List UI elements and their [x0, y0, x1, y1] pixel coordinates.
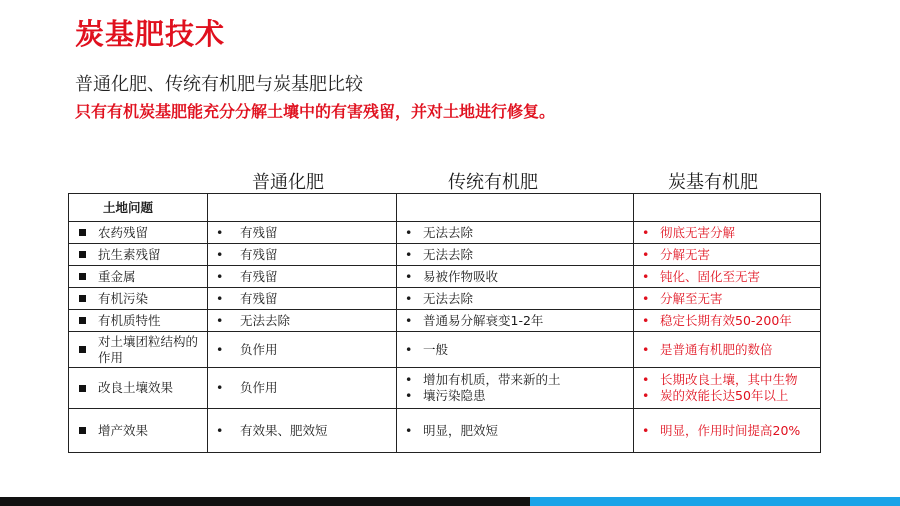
chem-value: 负作用 — [240, 380, 278, 395]
problem-label: 重金属 — [98, 268, 136, 284]
header-cell-problem — [69, 194, 208, 222]
trad-cell — [397, 222, 634, 244]
trad-value: 无法去除 — [423, 224, 474, 240]
problem-label: 农药残留 — [98, 224, 149, 240]
bullet-icon: • — [642, 246, 650, 262]
comparison-table — [68, 193, 821, 453]
trad-cell — [397, 266, 634, 288]
carbon-cell — [634, 368, 821, 409]
square-bullet-icon — [79, 295, 86, 302]
problem-cell — [69, 266, 208, 288]
square-bullet-icon — [79, 317, 86, 324]
problem-cell — [69, 310, 208, 332]
bullet-icon: • — [216, 422, 224, 438]
bullet-icon: • — [405, 372, 413, 387]
chem-value: 无法去除 — [240, 312, 291, 328]
chem-cell — [208, 266, 397, 288]
table-row — [69, 310, 821, 332]
square-bullet-icon — [79, 427, 86, 434]
carbon-cell — [634, 409, 821, 453]
table-row — [69, 244, 821, 266]
bullet-icon: • — [216, 312, 224, 328]
table-row — [69, 332, 821, 368]
header-label: 土地问题 — [103, 199, 154, 215]
bullet-icon: • — [216, 224, 224, 240]
table-header-row — [69, 194, 821, 222]
bullet-icon: • — [405, 290, 413, 306]
carbon-cell — [634, 332, 821, 368]
carbon-value: 分解至无害 — [660, 290, 723, 306]
carbon-cell — [634, 288, 821, 310]
trad-cell — [397, 409, 634, 453]
bullet-icon: • — [216, 290, 224, 306]
chem-cell — [208, 288, 397, 310]
highlight-statement: 只有有机炭基肥能充分分解土壤中的有害残留，并对土地进行修复。 — [75, 102, 556, 121]
carbon-cell — [634, 266, 821, 288]
chem-cell — [208, 222, 397, 244]
trad-cell — [397, 368, 634, 409]
bullet-icon: • — [405, 246, 413, 262]
chem-value: 有残留 — [240, 224, 278, 240]
trad-value: 无法去除 — [423, 246, 474, 262]
table-row — [69, 266, 821, 288]
chem-cell — [208, 368, 397, 409]
chem-value: 有残留 — [240, 246, 278, 262]
bullet-icon: • — [642, 268, 650, 284]
chem-value: 有残留 — [240, 290, 278, 306]
problem-cell — [69, 368, 208, 409]
chem-value: 有残留 — [240, 268, 278, 284]
carbon-value: 炭的效能长达50年以上 — [660, 388, 789, 403]
chem-value: 负作用 — [240, 341, 278, 357]
column-header-chemical-fertilizer: 普通化肥 — [252, 172, 324, 193]
header-cell-empty — [634, 194, 821, 222]
problem-cell — [69, 222, 208, 244]
table-row — [69, 368, 821, 409]
bullet-icon: • — [642, 341, 650, 357]
square-bullet-icon — [79, 229, 86, 236]
trad-value: 壤污染隐患 — [423, 388, 486, 403]
problem-label: 有机污染 — [98, 290, 149, 306]
table-row — [69, 222, 821, 244]
chem-cell — [208, 409, 397, 453]
bullet-icon: • — [642, 290, 650, 306]
footer-bar-black — [0, 497, 530, 506]
header-cell-empty — [208, 194, 397, 222]
square-bullet-icon — [79, 385, 86, 392]
problem-cell — [69, 409, 208, 453]
bullet-icon: • — [405, 268, 413, 284]
trad-value: 普通易分解衰变1-2年 — [423, 312, 544, 328]
bullet-icon: • — [642, 372, 650, 387]
chem-cell — [208, 244, 397, 266]
carbon-cell — [634, 222, 821, 244]
problem-cell — [69, 288, 208, 310]
carbon-value: 稳定长期有效50-200年 — [660, 312, 792, 328]
problem-label: 增产效果 — [98, 422, 149, 438]
trad-value: 明显，肥效短 — [423, 422, 499, 438]
problem-label: 改良土壤效果 — [98, 380, 174, 395]
bullet-icon: • — [405, 312, 413, 328]
carbon-value: 长期改良土壤，其中生物 — [660, 372, 798, 387]
bullet-icon: • — [405, 422, 413, 438]
bullet-icon: • — [642, 388, 650, 403]
trad-value: 无法去除 — [423, 290, 474, 306]
square-bullet-icon — [79, 251, 86, 258]
bullet-icon: • — [216, 246, 224, 262]
trad-cell — [397, 332, 634, 368]
chem-value: 有效果、肥效短 — [240, 422, 328, 438]
problem-label: 抗生素残留 — [98, 246, 161, 262]
carbon-cell — [634, 310, 821, 332]
bullet-icon: • — [405, 388, 413, 403]
bullet-icon: • — [405, 224, 413, 240]
carbon-cell — [634, 244, 821, 266]
bullet-icon: • — [405, 341, 413, 357]
page-subtitle: 普通化肥、传统有机肥与炭基肥比较 — [75, 74, 363, 95]
table-row — [69, 288, 821, 310]
bullet-icon: • — [642, 422, 650, 438]
table-row — [69, 409, 821, 453]
problem-label: 有机质特性 — [98, 312, 161, 328]
bullet-icon: • — [216, 380, 224, 395]
column-header-carbon-based: 炭基有机肥 — [668, 172, 758, 193]
problem-cell — [69, 244, 208, 266]
trad-value: 一般 — [423, 341, 449, 357]
trad-cell — [397, 244, 634, 266]
bullet-icon: • — [642, 312, 650, 328]
bullet-icon: • — [642, 224, 650, 240]
trad-cell — [397, 310, 634, 332]
chem-cell — [208, 332, 397, 368]
chem-cell — [208, 310, 397, 332]
trad-value: 增加有机质，带来新的土 — [423, 372, 561, 387]
problem-cell — [69, 332, 208, 368]
trad-cell — [397, 288, 634, 310]
carbon-value: 是普通有机肥的数倍 — [660, 341, 773, 357]
carbon-value: 彻底无害分解 — [660, 224, 736, 240]
footer-bar-blue — [530, 497, 900, 506]
carbon-value: 明显，作用时间提高20% — [660, 422, 801, 438]
page-title: 炭基肥技术 — [75, 17, 226, 51]
bullet-icon: • — [216, 268, 224, 284]
carbon-value: 分解无害 — [660, 246, 711, 262]
square-bullet-icon — [79, 273, 86, 280]
header-cell-empty — [397, 194, 634, 222]
problem-label: 对土壤团粒结构的作用 — [98, 333, 199, 365]
column-header-traditional-organic: 传统有机肥 — [448, 172, 538, 193]
carbon-value: 钝化、固化至无害 — [660, 268, 761, 284]
square-bullet-icon — [79, 346, 86, 353]
trad-value: 易被作物吸收 — [423, 268, 499, 284]
bullet-icon: • — [216, 341, 224, 357]
